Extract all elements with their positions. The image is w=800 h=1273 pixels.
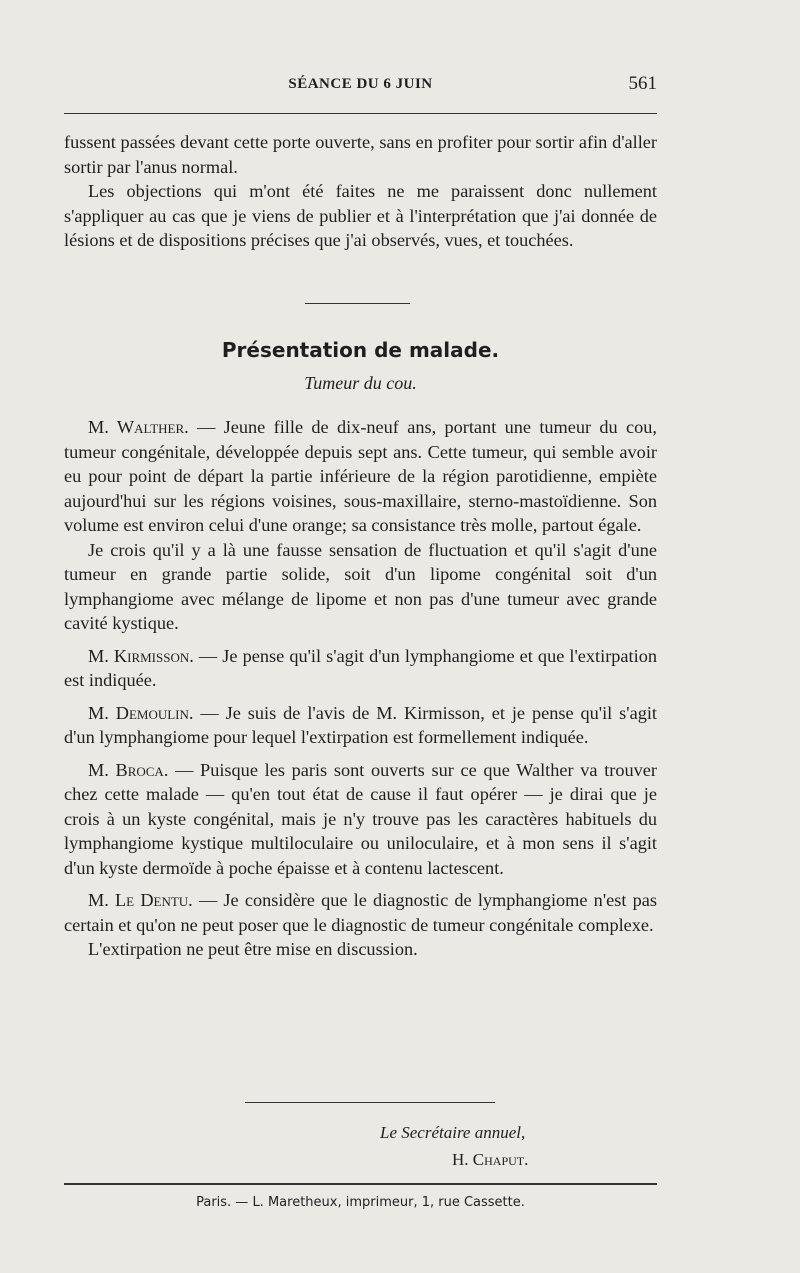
running-head: SÉANCE DU 6 JUIN (288, 76, 433, 92)
section-separator (305, 303, 410, 304)
walther-text: — Jeune fille de dix-neuf ans, portant une tumeur du cou, tumeur congénitale, développée depuis sept ans. Cette tumeur, qui semble avoir eu pour point de départ la partie inférieure de la région parotidienne, empiète aujourd'hui sur les régions voisines, sous-maxillaire, sterno-mastoïdienne. Son volume est environ celui d'une orange; sa consistance très molle, partout égale. (64, 417, 657, 535)
walther-paragraph-2: Je crois qu'il y a là une fausse sensation de fluctuation et qu'il s'agit d'une tumeur en grande partie solide, soit d'un lipome congénital soit d'un lymphangiome avec mélange de lipome et non pas d'une tumeur avec grande cavité kystique. (64, 539, 657, 633)
intro-text (64, 130, 657, 253)
demoulin-text: — Je suis de l'avis de M. Kirmisson, et je pense qu'il s'agit d'un lymphangiome pour lequel l'extirpation est formellement indiquée. (64, 702, 657, 747)
intro-paragraph-1: fussent passées devant cette porte ouverte, sans en profiter pour sortir afin d'aller sortir par l'anus normal. (64, 132, 657, 177)
ledentu-paragraph-2: L'extirpation ne peut être mise en discussion. (88, 939, 418, 959)
speaker-demoulin: M. Demoulin. (88, 702, 194, 723)
closing-separator (245, 1102, 495, 1103)
ledentu-paragraph (64, 888, 657, 937)
section-title: Présentation de malade. (221, 338, 500, 362)
speaker-ledentu: M. Le Dentu. (88, 890, 193, 910)
header-rule (64, 113, 657, 114)
page-number: 561 (628, 73, 657, 94)
broca-text: — Puisque les paris sont ouverts sur ce que Walther va trouver chez cette malade — qu'en tout état de cause il faut opérer — je dirai que je crois à un kyste congénital, mais je n'y trouve pas les caractères habituels du lymphangiome kystique multiloculaire ou uniloculaire, et à mon sens il s'agit d'un kyste dermoïde à poche épaisse et à contenu lactescent. (64, 759, 657, 878)
discussion-text (64, 415, 657, 962)
kirmisson-paragraph (64, 644, 657, 693)
page-header (64, 73, 657, 102)
intro-paragraph-2: Les objections qui m'ont été faites ne me paraissent donc nullement s'appliquer au cas que je viens de publier et à l'interprétation que j'ai donnée de lésions et de dispositions précises que j'ai observés, vues, et touchées. (64, 181, 657, 250)
speaker-broca: M. Broca. (88, 759, 169, 780)
signature-role: Le Secrétaire annuel, (380, 1123, 526, 1142)
signature-name: H. Chaput. (452, 1150, 529, 1169)
demoulin-paragraph (64, 701, 657, 750)
broca-paragraph (64, 758, 657, 881)
ledentu-text: — Je considère que le diagnostic de lymphangiome n'est pas certain et qu'on ne peut poser que le diagnostic de tumeur congénitale complexe. (64, 890, 657, 935)
section-subtitle: Tumeur du cou. (304, 373, 417, 393)
kirmisson-text: — Je pense qu'il s'agit d'un lymphangiome et que l'extirpation est indiquée. (64, 645, 657, 690)
walther-paragraph (64, 415, 657, 538)
footer-rule (64, 1183, 657, 1185)
speaker-walther: M. Walther. (88, 417, 189, 437)
printer-imprint: Paris. — L. Maretheux, imprimeur, 1, rue Cassette. (196, 1195, 525, 1210)
speaker-kirmisson: M. Kirmisson. (88, 645, 194, 666)
